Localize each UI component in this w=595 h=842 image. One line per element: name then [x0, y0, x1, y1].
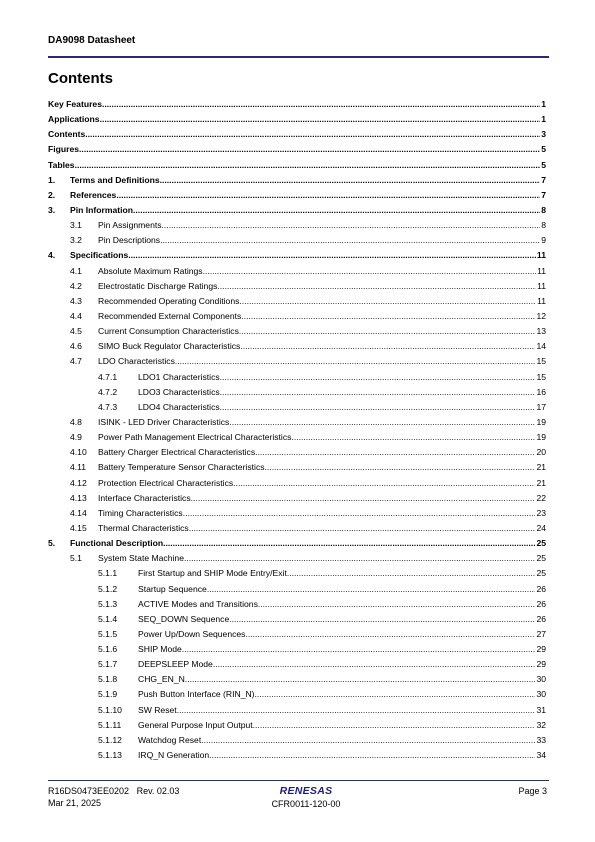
toc-entry-label: Terms and Definitions — [70, 174, 160, 185]
toc-leader-dots — [160, 173, 541, 188]
toc-entry-page: 13 — [536, 326, 546, 337]
toc-entry-label: Tables — [48, 159, 75, 170]
toc-entry-page: 11 — [537, 280, 546, 291]
toc-entry-number: 5.1.7 — [98, 659, 118, 670]
toc-entry-page: 34 — [536, 750, 546, 761]
toc-entry[interactable] — [48, 703, 546, 718]
toc-entry-number: 4.5 — [70, 326, 82, 337]
toc-entry[interactable] — [48, 294, 546, 309]
toc-leader-dots — [79, 142, 540, 157]
toc-entry[interactable] — [48, 142, 546, 157]
toc-entry-number: 5.1.13 — [98, 750, 122, 761]
footer-doc-info — [48, 785, 179, 809]
toc-leader-dots — [240, 339, 535, 354]
toc-entry-label: ACTIVE Modes and Transitions — [138, 598, 258, 609]
toc-entry-page: 7 — [541, 174, 546, 185]
toc-entry-page: 25 — [536, 538, 546, 549]
toc-leader-dots — [184, 551, 535, 566]
toc-leader-dots — [116, 188, 540, 203]
toc-entry[interactable] — [48, 430, 546, 445]
toc-entry[interactable] — [48, 672, 546, 687]
toc-entry-number: 2. — [48, 189, 56, 200]
toc-leader-dots — [203, 264, 536, 279]
toc-entry-label: Interface Characteristics — [98, 492, 191, 503]
toc-entry-number: 5.1.5 — [98, 628, 118, 639]
toc-entry-number: 4.7.2 — [98, 386, 118, 397]
toc-entry-number: 5.1.10 — [98, 704, 122, 715]
toc-entry-number: 4.1 — [70, 265, 82, 276]
toc-entry[interactable] — [48, 370, 546, 385]
toc-entry[interactable] — [48, 476, 546, 491]
toc-entry-number: 5.1.1 — [98, 568, 118, 579]
toc-entry[interactable] — [48, 97, 546, 112]
toc-entry[interactable] — [48, 203, 546, 218]
toc-entry[interactable] — [48, 687, 546, 702]
toc-leader-dots — [163, 536, 535, 551]
toc-entry-number: 4.12 — [70, 477, 87, 488]
toc-leader-dots — [182, 642, 536, 657]
toc-leader-dots — [175, 354, 536, 369]
toc-entry-page: 7 — [541, 189, 546, 200]
toc-entry-label: Specifications — [70, 250, 129, 261]
toc-entry-label: Pin Information — [70, 204, 134, 215]
toc-entry-page: 8 — [541, 204, 546, 215]
toc-entry-label: LDO3 Characteristics — [138, 386, 220, 397]
toc-leader-dots — [177, 703, 536, 718]
doc-number: R16DS0473EE0202 — [48, 786, 130, 796]
toc-entry-label: CHG_EN_N — [138, 674, 185, 685]
toc-entry[interactable] — [48, 127, 546, 142]
toc-entry-page: 25 — [536, 553, 546, 564]
header-divider — [48, 56, 549, 58]
toc-leader-dots — [85, 127, 540, 142]
toc-leader-dots — [239, 324, 536, 339]
renesas-logo: RENESAS — [279, 785, 333, 797]
toc-entry-label: References — [70, 189, 117, 200]
contents-heading: Contents — [48, 70, 113, 87]
toc-entry-page: 21 — [536, 462, 546, 473]
toc-entry-page: 19 — [536, 432, 546, 443]
toc-entry[interactable] — [48, 158, 546, 173]
toc-entry-number: 4.9 — [70, 432, 82, 443]
footer-divider — [48, 780, 549, 781]
toc-entry-number: 4.6 — [70, 341, 82, 352]
toc-entry-label: Power Path Management Electrical Characteristics — [98, 432, 292, 443]
toc-entry-page: 19 — [536, 416, 546, 427]
doc-date: Mar 21, 2025 — [48, 798, 102, 808]
toc-entry-number: 3.2 — [70, 235, 82, 246]
toc-leader-dots — [265, 460, 536, 475]
toc-entry-page: 31 — [536, 704, 546, 715]
toc-entry-label: Battery Charger Electrical Characteristics — [98, 447, 256, 458]
toc-entry-label: Absolute Maximum Ratings — [98, 265, 203, 276]
toc-entry-page: 30 — [536, 689, 546, 700]
toc-entry[interactable] — [48, 354, 546, 369]
toc-entry-page: 14 — [536, 341, 546, 352]
toc-entry-number: 4.7.3 — [98, 401, 118, 412]
toc-leader-dots — [128, 248, 536, 263]
toc-entry-label: Recommended Operating Conditions — [98, 295, 240, 306]
toc-entry-number: 5.1.9 — [98, 689, 118, 700]
document-title: DA9098 Datasheet — [48, 35, 136, 46]
toc-entry-label: Pin Descriptions — [98, 235, 161, 246]
toc-entry-number: 3.1 — [70, 220, 82, 231]
toc-entry[interactable] — [48, 445, 546, 460]
toc-entry-label: LDO4 Characteristics — [138, 401, 220, 412]
toc-leader-dots — [183, 506, 536, 521]
page-number: Page 3 — [518, 786, 547, 796]
toc-leader-dots — [191, 491, 536, 506]
toc-entry[interactable] — [48, 582, 546, 597]
toc-entry[interactable] — [48, 324, 546, 339]
toc-entry-label: First Startup and SHIP Mode Entry/Exit — [138, 568, 287, 579]
toc-entry-number: 5.1 — [70, 553, 82, 564]
toc-entry[interactable] — [48, 188, 546, 203]
toc-leader-dots — [255, 687, 536, 702]
toc-entry-page: 22 — [536, 492, 546, 503]
toc-entry[interactable] — [48, 112, 546, 127]
toc-entry[interactable] — [48, 748, 546, 763]
toc-entry-label: SW Reset — [138, 704, 177, 715]
toc-entry-number: 1. — [48, 174, 56, 185]
toc-entry-page: 16 — [536, 386, 546, 397]
toc-entry-number: 4.15 — [70, 522, 87, 533]
toc-entry-page: 25 — [536, 568, 546, 579]
toc-entry-number: 4.11 — [70, 462, 87, 473]
toc-entry-page: 20 — [536, 447, 546, 458]
toc-entry-label: Current Consumption Characteristics — [98, 326, 239, 337]
toc-entry-number: 4. — [48, 250, 56, 261]
toc-leader-dots — [213, 657, 536, 672]
toc-entry-label: General Purpose Input Output — [138, 719, 253, 730]
toc-entry-number: 4.13 — [70, 492, 87, 503]
toc-entry[interactable] — [48, 536, 546, 551]
footer-center — [256, 785, 356, 810]
toc-entry-page: 26 — [536, 598, 546, 609]
toc-entry-number: 5.1.3 — [98, 598, 118, 609]
toc-entry-page: 33 — [536, 734, 546, 745]
toc-entry-label: System State Machine — [98, 553, 184, 564]
toc-entry[interactable] — [48, 339, 546, 354]
toc-entry-number: 5.1.6 — [98, 644, 118, 655]
toc-leader-dots — [160, 233, 540, 248]
toc-leader-dots — [245, 627, 535, 642]
toc-entry-page: 11 — [536, 250, 546, 261]
toc-entry[interactable] — [48, 597, 546, 612]
toc-leader-dots — [229, 612, 535, 627]
toc-entry-page: 30 — [536, 674, 546, 685]
toc-entry-label: Timing Characteristics — [98, 507, 183, 518]
toc-leader-dots — [189, 521, 536, 536]
toc-entry-label: Key Features — [48, 99, 102, 109]
toc-entry-label: Thermal Characteristics — [98, 522, 189, 533]
toc-entry-label: Electrostatic Discharge Ratings — [98, 280, 218, 291]
toc-entry-page: 26 — [536, 583, 546, 594]
toc-leader-dots — [258, 597, 536, 612]
toc-entry-label: Contents — [48, 129, 86, 140]
toc-entry-number: 5.1.12 — [98, 734, 122, 745]
toc-entry[interactable] — [48, 642, 546, 657]
toc-entry[interactable] — [48, 657, 546, 672]
toc-leader-dots — [220, 385, 536, 400]
form-code: CFR0011-120-00 — [271, 799, 341, 809]
toc-entry-page: 11 — [537, 295, 546, 306]
table-of-contents — [48, 97, 546, 763]
toc-entry-page: 23 — [536, 507, 546, 518]
toc-leader-dots — [291, 430, 535, 445]
toc-entry[interactable] — [48, 718, 546, 733]
toc-entry-label: Recommended External Components — [98, 310, 242, 321]
toc-entry-label: SEQ_DOWN Sequence — [138, 613, 230, 624]
toc-entry-number: 4.3 — [70, 295, 82, 306]
toc-leader-dots — [133, 203, 540, 218]
toc-entry[interactable] — [48, 279, 546, 294]
toc-entry-page: 12 — [536, 310, 546, 321]
toc-leader-dots — [217, 279, 536, 294]
toc-leader-dots — [207, 582, 536, 597]
toc-leader-dots — [255, 445, 535, 460]
toc-entry[interactable] — [48, 415, 546, 430]
toc-entry[interactable] — [48, 309, 546, 324]
toc-entry[interactable] — [48, 733, 546, 748]
toc-entry-label: ISINK - LED Driver Characteristics — [98, 416, 230, 427]
toc-entry-page: 17 — [536, 401, 546, 412]
toc-entry[interactable] — [48, 491, 546, 506]
toc-entry-label: Applications — [48, 114, 100, 125]
toc-entry-page: 27 — [536, 628, 546, 639]
toc-entry-number: 4.8 — [70, 416, 82, 427]
toc-entry[interactable] — [48, 248, 546, 263]
toc-entry-number: 4.4 — [70, 310, 82, 321]
toc-leader-dots — [102, 97, 540, 112]
toc-entry-page: 3 — [541, 129, 546, 140]
toc-entry-label: LDO Characteristics — [98, 356, 175, 367]
toc-leader-dots — [253, 718, 536, 733]
toc-entry-page: 9 — [541, 235, 546, 246]
toc-entry-page: 8 — [541, 220, 546, 231]
toc-leader-dots — [220, 400, 536, 415]
toc-entry-number: 4.7.1 — [98, 371, 118, 382]
toc-entry-label: DEEPSLEEP Mode — [138, 659, 213, 670]
toc-entry-number: 4.14 — [70, 507, 87, 518]
toc-entry-label: Protection Electrical Characteristics — [98, 477, 234, 488]
toc-entry-page: 15 — [536, 371, 546, 382]
toc-entry-number: 4.7 — [70, 356, 82, 367]
toc-entry-label: LDO1 Characteristics — [138, 371, 220, 382]
toc-entry-number: 5. — [48, 538, 56, 549]
toc-entry-label: Pin Assignments — [98, 220, 162, 231]
toc-leader-dots — [220, 370, 536, 385]
toc-leader-dots — [233, 476, 535, 491]
toc-entry-number: 5.1.4 — [98, 613, 118, 624]
toc-leader-dots — [162, 218, 541, 233]
toc-entry-page: 11 — [537, 265, 546, 276]
toc-leader-dots — [201, 733, 535, 748]
toc-entry-label: Figures — [48, 144, 80, 155]
toc-entry-number: 5.1.2 — [98, 583, 118, 594]
toc-leader-dots — [100, 112, 541, 127]
toc-entry-page: 5 — [541, 144, 546, 155]
toc-entry[interactable] — [48, 506, 546, 521]
toc-entry-page: 29 — [536, 644, 546, 655]
toc-entry[interactable] — [48, 173, 546, 188]
toc-entry[interactable] — [48, 460, 546, 475]
toc-entry-page: 1 — [541, 114, 546, 125]
toc-entry-label: IRQ_N Generation — [138, 750, 210, 761]
toc-entry-page: 24 — [536, 522, 546, 533]
toc-leader-dots — [229, 415, 535, 430]
toc-leader-dots — [75, 158, 541, 173]
toc-entry[interactable] — [48, 566, 546, 581]
toc-entry-number: 4.10 — [70, 447, 87, 458]
toc-entry[interactable] — [48, 218, 546, 233]
toc-entry[interactable] — [48, 264, 546, 279]
toc-entry-label: Push Button Interface (RIN_N) — [138, 689, 255, 700]
toc-entry-number: 5.1.11 — [98, 719, 122, 730]
toc-entry-number: 3. — [48, 204, 56, 215]
toc-entry-page: 26 — [536, 613, 546, 624]
toc-entry-page: 32 — [536, 719, 546, 730]
toc-entry-page: 21 — [536, 477, 546, 488]
toc-entry[interactable] — [48, 551, 546, 566]
toc-entry[interactable] — [48, 521, 546, 536]
toc-leader-dots — [287, 566, 536, 581]
toc-leader-dots — [209, 748, 535, 763]
toc-entry-label: Startup Sequence — [138, 583, 207, 594]
toc-entry-number: 5.1.8 — [98, 674, 118, 685]
toc-leader-dots — [241, 309, 535, 324]
toc-entry-label: Functional Description — [70, 538, 164, 549]
toc-entry[interactable] — [48, 400, 546, 415]
toc-entry-label: SHIP Mode — [138, 644, 182, 655]
toc-entry-label: SIMO Buck Regulator Characteristics — [98, 341, 241, 352]
toc-leader-dots — [239, 294, 536, 309]
toc-entry-page: 5 — [541, 159, 546, 170]
toc-entry-label: Power Up/Down Sequences — [138, 628, 246, 639]
toc-entry[interactable] — [48, 627, 546, 642]
doc-revision: Rev. 02.03 — [136, 786, 180, 796]
toc-entry[interactable] — [48, 612, 546, 627]
toc-leader-dots — [185, 672, 536, 687]
toc-entry-number: 4.2 — [70, 280, 82, 291]
toc-entry[interactable] — [48, 233, 546, 248]
toc-entry-page: 1 — [541, 99, 546, 109]
toc-entry-label: Watchdog Reset — [138, 734, 202, 745]
toc-entry-page: 15 — [536, 356, 546, 367]
toc-entry[interactable] — [48, 385, 546, 400]
toc-entry-page: 29 — [536, 659, 546, 670]
toc-entry-label: Battery Temperature Sensor Characteristics — [98, 462, 265, 473]
